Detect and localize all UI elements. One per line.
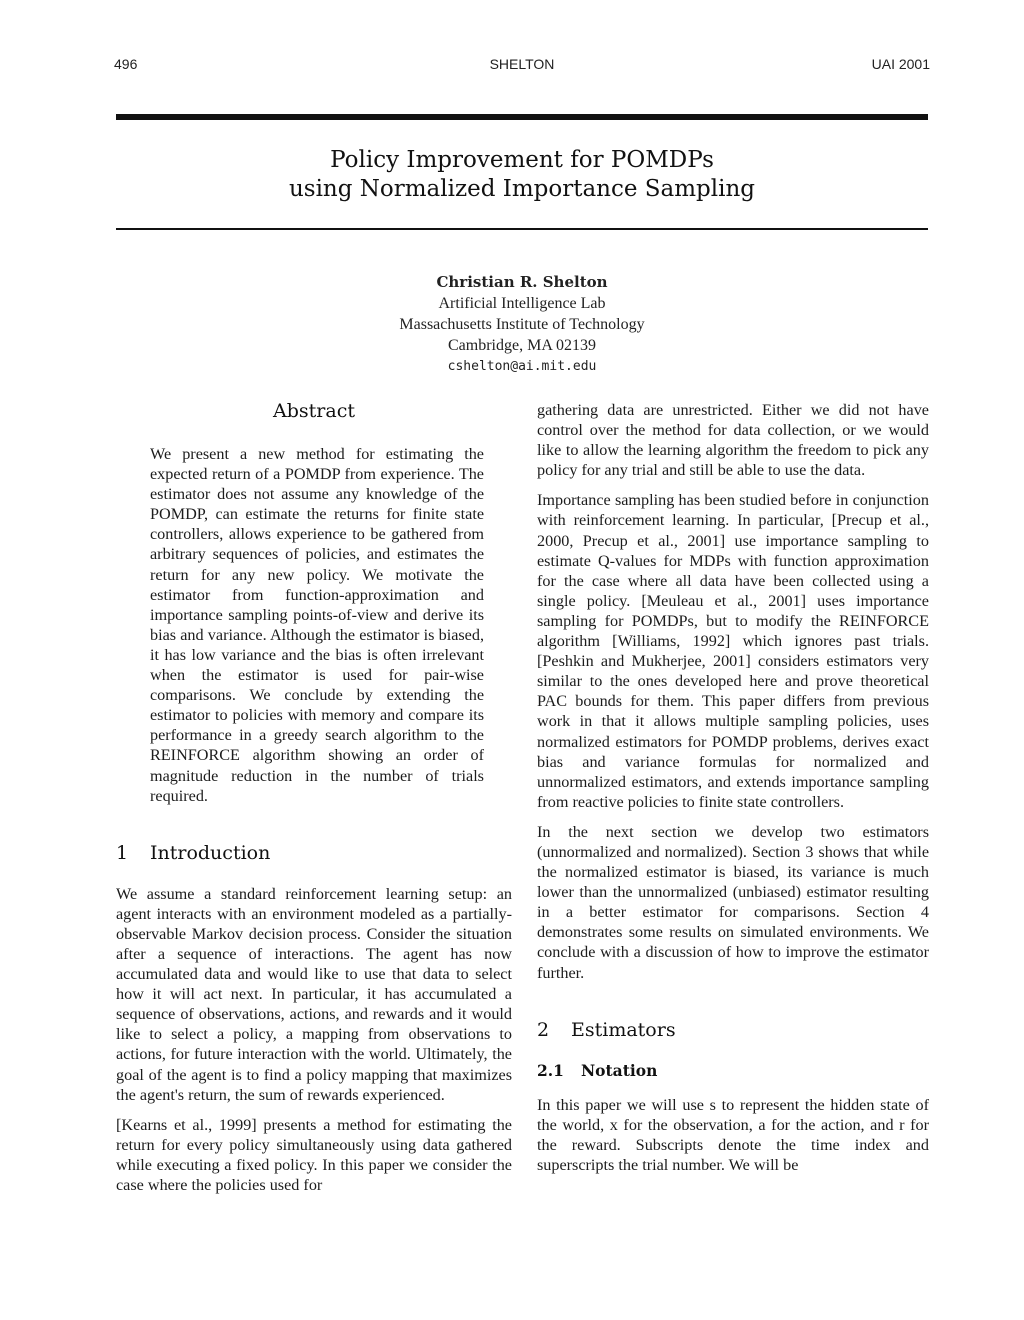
author-institution: Massachusetts Institute of Technology [399,316,645,333]
section-heading-estimators [537,1019,929,1041]
paper-title-line-2: using Normalized Importance Sampling [288,176,756,202]
paper-title-line-1: Policy Improvement for POMDPs [330,147,714,173]
author-name: Christian R. Shelton [436,273,608,291]
page-number: 496 [114,56,138,72]
intro-paragraph-5: In the next section we develop two estimators (unnormalized and normalized). Section 3 shows that while the normalized estimator is biased, its variance is much lower than the unnormalized (unbiased) estimator resulting in a better estimator for comparisons. Section 4 demonstrates some results on simulated environments. We conclude with a discussion of how to improve the estimator further. [537,822,929,982]
section-title: Estimators [571,1018,676,1041]
author-lab: Artificial Intelligence Lab [438,295,606,312]
section-number: 2 [537,1018,550,1041]
intro-paragraph-4: Importance sampling has been studied before in conjunction with reinforcement learning. In particular, [Precup et al., 2000, Precup et al., 2001] use importance sampling to estimate Q-values for MDPs with function approximation for the case where all data have been collected using a single policy. [Meuleau et al., 2001] uses importance sampling for POMDPs, but to modify the REINFORCE algorithm [Williams, 1992] which ignores past trials. [Peshkin and Mukherjee, 2001] considers estimators very similar to the ones developed here and prove theoretical PAC bounds for them. This paper differs from previous work in that it allows multiple sampling policies, uses normalized estimators for POMDP problems, derives exact bias and variance formulas for normalized and unnormalized estimators, and extends importance sampling from reactive policies to finite state controllers. [537,491,929,811]
abstract-heading: Abstract [273,400,355,422]
left-column [116,400,512,1205]
author-location: Cambridge, MA 02139 [448,337,596,354]
intro-paragraph-1: We assume a standard reinforcement learning setup: an agent interacts with an environment modeled as a partially-observable Markov decision process. Consider the situation after a sequence of interactions. The agent has now accumulated data and would like to use that data to select how it will act next. In particular, it has accumulated a sequence of observations, actions, and rewards and it would like to select a policy, a mapping from observations to actions, for future interaction with the world. Ultimately, the goal of the agent is to find a policy mapping that maximizes the agent's return, the sum of rewards experienced. [116,884,512,1104]
author-block [116,272,928,377]
running-head-venue: UAI 2001 [871,56,930,72]
right-column [537,400,929,1185]
subsection-heading-notation [537,1061,929,1081]
subsection-title: Notation [581,1060,658,1080]
subsection-number: 2.1 [537,1060,564,1080]
section-heading-introduction [116,842,512,864]
running-head-author: SHELTON [489,56,555,72]
section-title: Introduction [150,841,271,864]
section-number: 1 [116,841,129,864]
intro-paragraph-2: [Kearns et al., 1999] presents a method for estimating the return for every policy simultaneously using data gathered while executing a fixed policy. In this paper we consider the case where the policies used for [116,1115,512,1194]
intro-paragraph-3: gathering data are unrestricted. Either we did not have control over the method for data collection, or we would like to allow the learning algorithm the freedom to pick any policy for any trial and still be able to use the data. [537,401,929,480]
notation-paragraph: In this paper we will use s to represent the hidden state of the world, x for the observation, a for the action, and r for the reward. Subscripts denote the time index and superscripts the trial number. We will be [537,1095,929,1174]
abstract-body: We present a new method for estimating the expected return of a POMDP from experience. The estimator does not assume any knowledge of the POMDP, can estimate the returns for finite state controllers, allows experience to be gathered from arbitrary sequences of policies, and estimates the return for any new policy. We motivate the estimator from function-approximation and importance sampling points-of-view and derive its bias and variance. Although the estimator is biased, it has low variance and the bias is often irrelevant when the estimator is used for pair-wise comparisons. We conclude by extending the estimator to policies with memory and compare its performance in a greedy search algorithm to the REINFORCE algorithm showing an order of magnitude reduction in the number of trials required. [150,445,484,805]
paper-title [116,146,928,204]
title-rule-top [116,114,928,120]
title-rule-bottom [116,228,928,230]
author-email: cshelton@ai.mit.edu [447,359,597,374]
running-head [114,56,930,76]
